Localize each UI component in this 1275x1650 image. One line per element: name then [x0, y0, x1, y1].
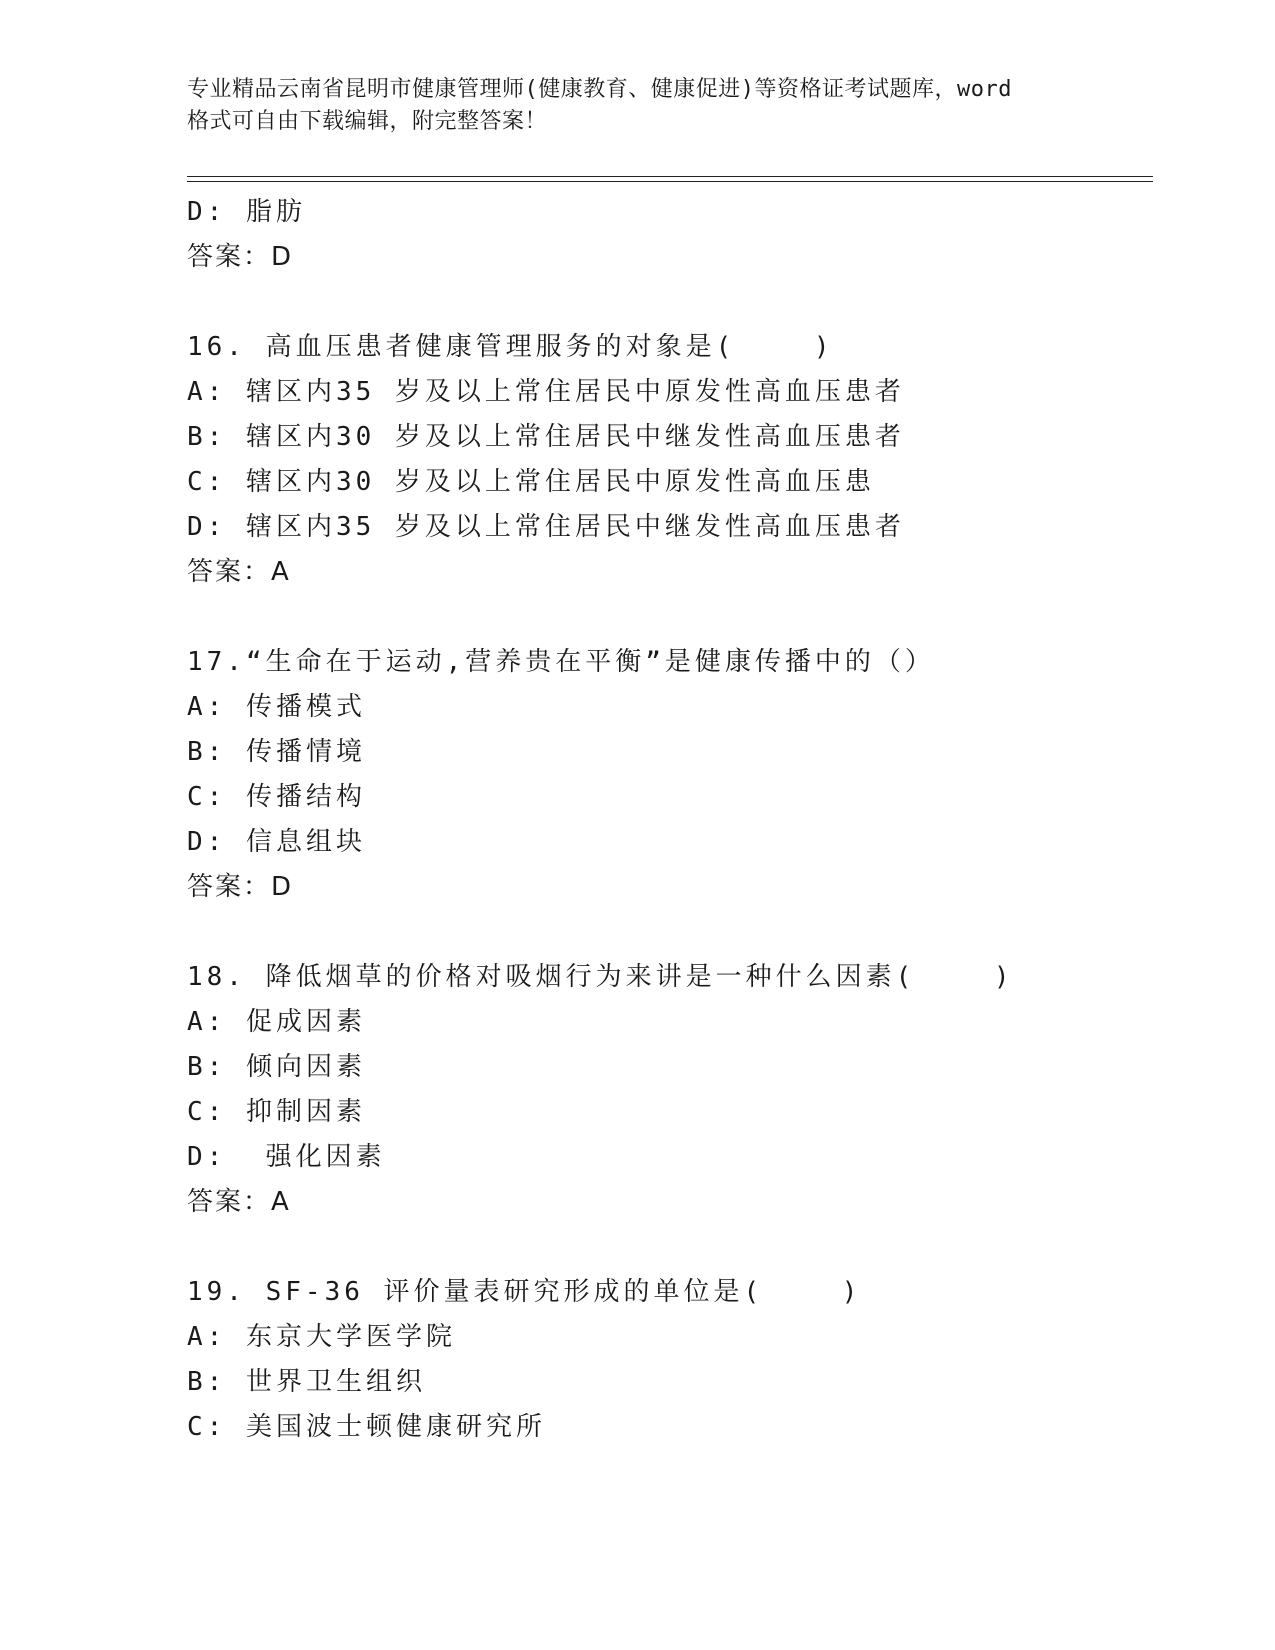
header-line-1: 专业精品云南省昆明市健康管理师(健康教育、健康促进)等资格证考试题库，word: [187, 77, 1012, 102]
question-19: [187, 1270, 1153, 1450]
option-d: D: 信息组块: [187, 827, 366, 857]
option-a: A: 促成因素: [187, 1007, 366, 1037]
option-c: C: 传播结构: [187, 782, 366, 812]
question-stem: 19. SF-36 评价量表研究形成的单位是( ): [187, 1277, 862, 1307]
header-divider-top: [187, 176, 1153, 177]
document-header: [187, 74, 1087, 138]
option-d: D: 强化因素: [187, 1142, 386, 1172]
answer: 答案：A: [187, 557, 291, 587]
option-d: D: 脂肪: [187, 197, 306, 227]
header-divider-bottom: [187, 181, 1153, 182]
question-stem: 18. 降低烟草的价格对吸烟行为来讲是一种什么因素( ): [187, 962, 1014, 992]
option-a: A: 东京大学医学院: [187, 1322, 456, 1352]
answer: 答案：D: [187, 872, 294, 902]
option-b: B: 辖区内30 岁及以上常住居民中继发性高血压患者: [187, 422, 905, 452]
question-16: [187, 325, 1153, 595]
option-b: B: 传播情境: [187, 737, 366, 767]
option-c: C: 抑制因素: [187, 1097, 366, 1127]
option-d: D: 辖区内35 岁及以上常住居民中继发性高血压患者: [187, 512, 905, 542]
option-c: C: 辖区内30 岁及以上常住居民中原发性高血压患: [187, 467, 875, 497]
question-stem: 16. 高血压患者健康管理服务的对象是( ): [187, 332, 834, 362]
question-17: [187, 640, 1153, 910]
option-b: B: 世界卫生组织: [187, 1367, 426, 1397]
question-18: [187, 955, 1153, 1225]
question-stem: 17.“生命在于运动,营养贵在平衡”是健康传播中的（）: [187, 647, 935, 677]
answer: 答案：A: [187, 1187, 291, 1217]
option-b: B: 倾向因素: [187, 1052, 366, 1082]
question-list: [187, 190, 1153, 1450]
option-c: C: 美国波士顿健康研究所: [187, 1412, 546, 1442]
option-a: A: 辖区内35 岁及以上常住居民中原发性高血压患者: [187, 377, 905, 407]
header-line-2: 格式可自由下载编辑，附完整答案！: [187, 109, 548, 134]
option-a: A: 传播模式: [187, 692, 366, 722]
answer: 答案：D: [187, 242, 294, 272]
